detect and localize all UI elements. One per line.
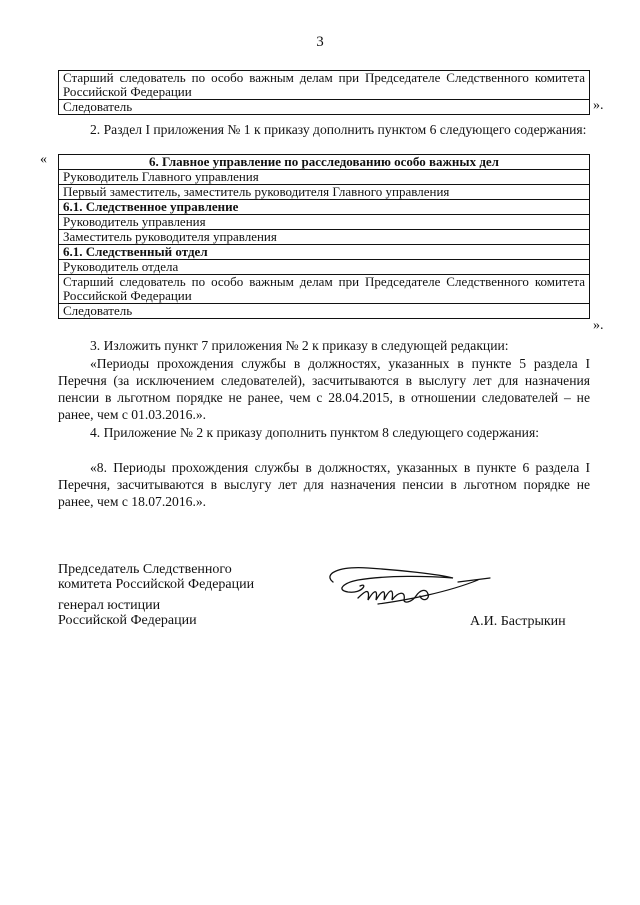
table-row: Руководитель Главного управления	[59, 170, 590, 185]
closing-quote: ».	[593, 98, 604, 113]
table-row: Первый заместитель, заместитель руководителя Главного управления	[59, 185, 590, 200]
signatory-rank: генерал юстиции Российской Федерации	[58, 598, 197, 628]
paragraph-3-quote: «Периоды прохождения службы в должностях, указанных в пункте 5 раздела I Перечня (за исключением следователей), засчитываются в выслугу лет для назначения пенсии в льготном порядке не ранее, чем с 28.04.2015, в отношении следователей – не ранее, чем с 01.03.2016.».	[58, 356, 590, 422]
table-row: Старший следователь по особо важным делам при Председателе Следственного комитета Российской Федерации	[59, 71, 590, 100]
handwritten-signature	[308, 560, 508, 620]
table-row: Заместитель руководителя управления	[59, 230, 590, 245]
opening-quote: «	[40, 152, 47, 167]
subsection-heading: 6.1. Следственное управление	[59, 200, 590, 215]
paragraph-2: 2. Раздел I приложения № 1 к приказу дополнить пунктом 6 следующего содержания:	[90, 122, 587, 137]
page-number: 3	[316, 34, 324, 50]
signatory-position: Председатель Следственного комитета Российской Федерации	[58, 562, 255, 592]
paragraph-3: 3. Изложить пункт 7 приложения № 2 к приказу в следующей редакции:	[90, 338, 509, 353]
subsection-heading: 6.1. Следственный отдел	[59, 245, 590, 260]
table-row: Следователь	[59, 100, 590, 115]
closing-quote: ».	[593, 318, 604, 333]
table-row: Руководитель отдела	[59, 260, 590, 275]
paragraph-4-quote: «8. Периоды прохождения службы в должностях, указанных в пункте 6 раздела I Перечня, засчитываются в выслугу лет для назначения пенсии в льготном порядке не ранее, чем с 18.07.2016.».	[58, 460, 590, 509]
table-row: Старший следователь по особо важным делам при Председателе Следственного комитета Российской Федерации	[59, 275, 590, 304]
positions-table-section-6	[58, 154, 590, 319]
signatory-name: А.И. Бастрыкин	[470, 614, 566, 629]
table-row: Следователь	[59, 304, 590, 319]
table-row: Руководитель управления	[59, 215, 590, 230]
section-heading: 6. Главное управление по расследованию особо важных дел	[59, 155, 590, 170]
positions-table-continued	[58, 70, 590, 115]
paragraph-4: 4. Приложение № 2 к приказу дополнить пунктом 8 следующего содержания:	[90, 425, 539, 440]
